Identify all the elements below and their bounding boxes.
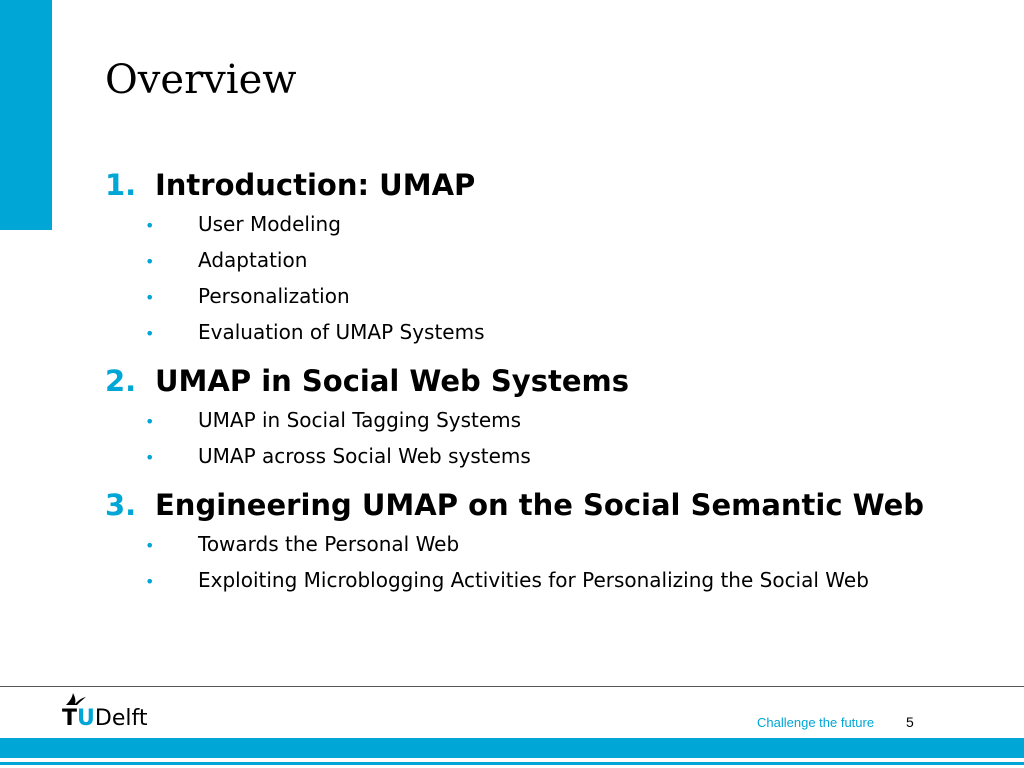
section-heading — [105, 484, 1005, 526]
outline-section — [105, 164, 1005, 350]
section-title: UMAP in Social Web Systems — [155, 364, 629, 398]
bullet-icon: • — [145, 216, 155, 235]
footer-tagline: Challenge the future — [757, 715, 875, 730]
section-number: 3. — [105, 488, 137, 522]
list-item — [105, 562, 1005, 598]
page-number: 5 — [906, 714, 914, 730]
outline-section — [105, 360, 1005, 474]
sub-list — [105, 206, 1005, 350]
footer-divider — [0, 686, 1024, 687]
list-item — [105, 206, 1005, 242]
section-title: Introduction: UMAP — [155, 168, 476, 202]
flame-icon — [64, 692, 88, 706]
section-title: Engineering UMAP on the Social Semantic Web — [155, 488, 925, 522]
bullet-icon: • — [145, 572, 155, 591]
sub-list — [105, 526, 1005, 598]
list-item — [105, 314, 1005, 350]
logo-letter-t: T — [62, 706, 78, 731]
list-item-text: Evaluation of UMAP Systems — [198, 320, 485, 344]
slide-title: Overview — [105, 57, 297, 103]
logo-wordmark — [62, 706, 147, 732]
bullet-icon: • — [145, 252, 155, 271]
section-number: 2. — [105, 364, 137, 398]
footer-accent-band — [0, 738, 1024, 758]
footer-accent-line — [0, 762, 1024, 765]
logo-letter-u: U — [77, 706, 95, 731]
bullet-icon: • — [145, 412, 155, 431]
section-heading — [105, 360, 1005, 402]
list-item-text: Personalization — [198, 284, 350, 308]
list-item-text: User Modeling — [198, 212, 341, 236]
section-number: 1. — [105, 168, 137, 202]
sub-list — [105, 402, 1005, 474]
bullet-icon: • — [145, 324, 155, 343]
list-item — [105, 242, 1005, 278]
list-item — [105, 402, 1005, 438]
outline-section — [105, 484, 1005, 598]
bullet-icon: • — [145, 448, 155, 467]
outline-list — [105, 164, 1005, 608]
accent-side-bar — [0, 0, 52, 230]
list-item-text: UMAP across Social Web systems — [198, 444, 531, 468]
list-item-text: UMAP in Social Tagging Systems — [198, 408, 522, 432]
list-item — [105, 438, 1005, 474]
list-item — [105, 278, 1005, 314]
bullet-icon: • — [145, 536, 155, 555]
logo-word-delft: Delft — [94, 706, 148, 731]
section-heading — [105, 164, 1005, 206]
tu-delft-logo — [62, 692, 172, 734]
bullet-icon: • — [145, 288, 155, 307]
list-item-text: Exploiting Microblogging Activities for Personalizing the Social Web — [198, 568, 869, 592]
list-item — [105, 526, 1005, 562]
list-item-text: Towards the Personal Web — [198, 532, 460, 556]
list-item-text: Adaptation — [198, 248, 308, 272]
